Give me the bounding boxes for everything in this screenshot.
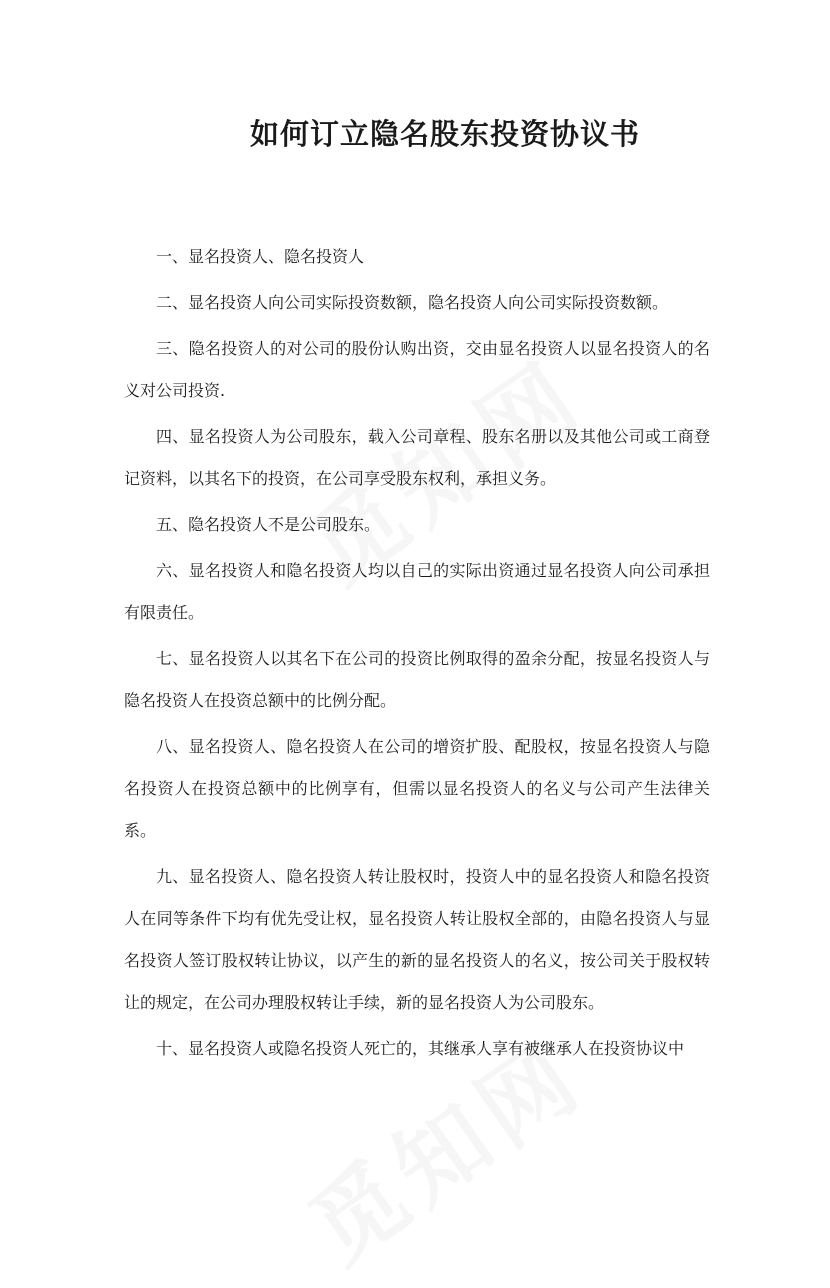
paragraph-7: 七、显名投资人以其名下在公司的投资比例取得的盈余分配，按显名投资人与隐名投资人在投资总额中的比例分配。 — [124, 649, 710, 710]
paragraph-10: 十、显名投资人或隐名投资人死亡的，其继承人享有被继承人在投资协议中 — [156, 1039, 685, 1058]
paragraph-2: 二、显名投资人向公司实际投资数额，隐名投资人向公司实际投资数额。 — [156, 293, 669, 312]
paragraph-1: 一、显名投资人、隐名投资人 — [156, 247, 365, 266]
document-title: 如何订立隐名股东投资协议书 — [249, 117, 640, 151]
paragraph-6: 六、显名投资人和隐名投资人均以自己的实际出资通过显名投资人向公司承担有限责任。 — [124, 561, 710, 622]
document-body — [124, 236, 710, 1070]
paragraph-9: 九、显名投资人、隐名投资人转让股权时，投资人中的显名投资人和隐名投资人在同等条件下均有优先受让权，显名投资人转让股权全部的，由隐名投资人与显名投资人签订股权转让协议，以产生的新的显名投资人的名义，按公司关于股权转让的规定，在公司办理股权转让手续，新的显名投资人为公司股东。 — [124, 867, 710, 1012]
paragraph-8: 八、显名投资人、隐名投资人在公司的增资扩股、配股权，按显名投资人与隐名投资人在投资总额中的比例享有，但需以显名投资人的名义与公司产生法律关系。 — [124, 737, 710, 840]
paragraph-4: 四、显名投资人为公司股东，载入公司章程、股东名册以及其他公司或工商登记资料，以其名下的投资，在公司享受股东权利，承担义务。 — [124, 427, 710, 488]
paragraph-3: 三、隐名投资人的对公司的股份认购出资，交由显名投资人以显名投资人的名义对公司投资. — [124, 339, 710, 400]
paragraph-5: 五、隐名投资人不是公司股东。 — [156, 515, 381, 534]
